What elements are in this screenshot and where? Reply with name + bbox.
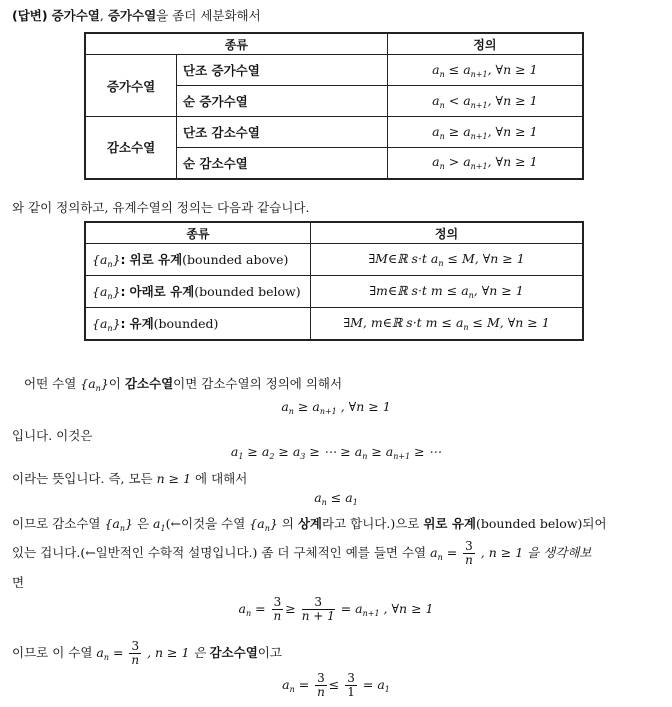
seq-an: $\{a_n\}$ <box>104 516 133 533</box>
bounded-above-label: 위로 유계 <box>129 252 183 267</box>
fraction-3-over-n: $\frac{3}{n}$ <box>131 639 140 667</box>
colon: : <box>120 252 126 267</box>
between-text: 와 같이 정의하고, 유계수열의 정의는 다음과 같습니다. <box>12 200 310 215</box>
para-line-6: 면 <box>12 575 25 590</box>
a1: $a_1$ <box>153 516 166 533</box>
text: , n ≥ 1 을 생각해보 <box>480 545 592 560</box>
equation-5: $a_n$ = $\frac{3}{n}$ ≤ $\frac{3}{1}$ = $a_1$ <box>282 671 390 699</box>
type-monotone-increasing: 단조 증가수열 <box>177 55 388 86</box>
term-increasing-1: 증가수열 <box>51 8 100 23</box>
equation-4: $a_n$ = $\frac{3}{n}$ ≥ $\frac{3}{n + 1}$ = $a_{n+1}$ , ∀n ≥ 1 <box>238 595 434 623</box>
text: 이 <box>108 376 121 391</box>
table1-header-def: 정의 <box>387 33 583 55</box>
bounded-above-eng: (bounded above) <box>182 252 289 267</box>
para-line-3 <box>12 469 247 487</box>
def-bounded-below: ∃m∈ℝ s·t $m \le a_n$, ∀n ≥ 1 <box>311 276 584 308</box>
equation-2: $a_1 \ge a_2 \ge a_3$ ≥ ⋯ ≥ $a_n \ge a_{n+1}$ ≥ ⋯ <box>230 444 442 461</box>
monotone-table <box>84 32 584 180</box>
text: (←이것을 수열 <box>165 516 246 531</box>
fraction-3-over-n: $\frac{3}{n}$ <box>465 539 473 567</box>
text: 이라는 뜻입니다. 즉, 모든 <box>12 471 153 486</box>
answer-label: (답변) <box>12 8 48 23</box>
bounded-eng: (bounded) <box>153 315 219 331</box>
def-strict-increasing: $a_n < a_{n+1}$, ∀n ≥ 1 <box>387 86 583 117</box>
n-ge-1: n ≥ 1 <box>156 471 192 486</box>
text: 라고 합니다.)으로 <box>322 516 420 531</box>
type-bounded-below: $\{a_n\}$: 아래로 유계(bounded below) <box>85 276 311 308</box>
bounded-below-label: 아래로 유계 <box>129 284 195 299</box>
bounded-label: 유계 <box>129 315 154 331</box>
term-decreasing: 감소수열 <box>209 645 258 660</box>
table1-header-type: 종류 <box>85 33 387 55</box>
para-line-2: 입니다. 이것은 <box>12 428 93 443</box>
table2-header-def: 정의 <box>311 222 584 244</box>
table2-row <box>85 244 583 276</box>
text: , n ≥ 1 은 <box>147 645 206 660</box>
bounded-below-eng: (bounded below) <box>194 284 301 299</box>
text: 의 <box>281 516 294 531</box>
text: (bounded below)되어 <box>476 516 607 531</box>
intro-rest: 을 좀더 세분화해서 <box>156 8 261 23</box>
type-strict-increasing: 순 증가수열 <box>177 86 388 117</box>
term-upper-bound: 상계 <box>297 516 322 531</box>
bounded-table <box>84 221 584 341</box>
def-bounded: ∃M, m∈ℝ s·t $m \le a_n \le M$, ∀n ≥ 1 <box>311 308 584 340</box>
para-line-7 <box>12 640 282 667</box>
text: 이면 감소수열의 정의에 의해서 <box>173 376 343 391</box>
type-bounded: $\{a_n\}$: 유계(bounded) <box>85 308 311 340</box>
text: 에 대해서 <box>195 471 248 486</box>
an-eq: $a_n$ = <box>430 545 458 562</box>
text: 어떤 수열 <box>24 376 77 391</box>
para-line-4 <box>12 514 607 533</box>
def-bounded-above: ∃M∈ℝ s·t $a_n \le M$, ∀n ≥ 1 <box>311 244 584 276</box>
intro-comma: , <box>99 8 104 23</box>
para-line-5 <box>12 540 591 567</box>
seq-an: $\{a_n\}$ <box>249 516 278 533</box>
text: 이고 <box>257 645 282 660</box>
seq-an: $\{a_n\}$ <box>80 376 109 393</box>
term-decreasing: 감소수열 <box>124 376 174 391</box>
term-bounded-above: 위로 유계 <box>423 516 476 531</box>
para-line-1 <box>24 374 342 393</box>
text: 은 <box>136 516 150 531</box>
type-bounded-above: $\{a_n\}$: 위로 유계(bounded above) <box>85 244 311 276</box>
table2-header-type: 종류 <box>85 222 311 244</box>
an-eq: $a_n$ = <box>96 645 124 662</box>
equation-1: $a_n \ge a_{n+1}$ , ∀n ≥ 1 <box>281 399 391 416</box>
type-strict-decreasing: 순 감소수열 <box>177 148 388 179</box>
table2-row <box>85 276 583 308</box>
text: 이므로 감소수열 <box>12 516 101 531</box>
def-strict-decreasing: $a_n > a_{n+1}$, ∀n ≥ 1 <box>387 148 583 179</box>
text: 이므로 이 수열 <box>12 645 93 660</box>
table2-row <box>85 308 583 340</box>
group-increasing: 증가수열 <box>85 55 177 117</box>
def-monotone-increasing: $a_n \le a_{n+1}$, ∀n ≥ 1 <box>387 55 583 86</box>
type-monotone-decreasing: 단조 감소수열 <box>177 117 388 148</box>
text: 있는 겁니다.(←일반적인 수학적 설명입니다.) 좀 더 구체적인 예를 들면 수열 <box>12 545 427 560</box>
term-increasing-2: 증가수열 <box>107 8 157 23</box>
equation-3: $a_n \le a_1$ <box>314 490 358 507</box>
def-monotone-decreasing: $a_n \ge a_{n+1}$, ∀n ≥ 1 <box>387 117 583 148</box>
intro-line <box>12 6 261 24</box>
group-decreasing: 감소수열 <box>85 117 177 179</box>
colon: : <box>120 315 126 331</box>
colon: : <box>120 284 126 299</box>
